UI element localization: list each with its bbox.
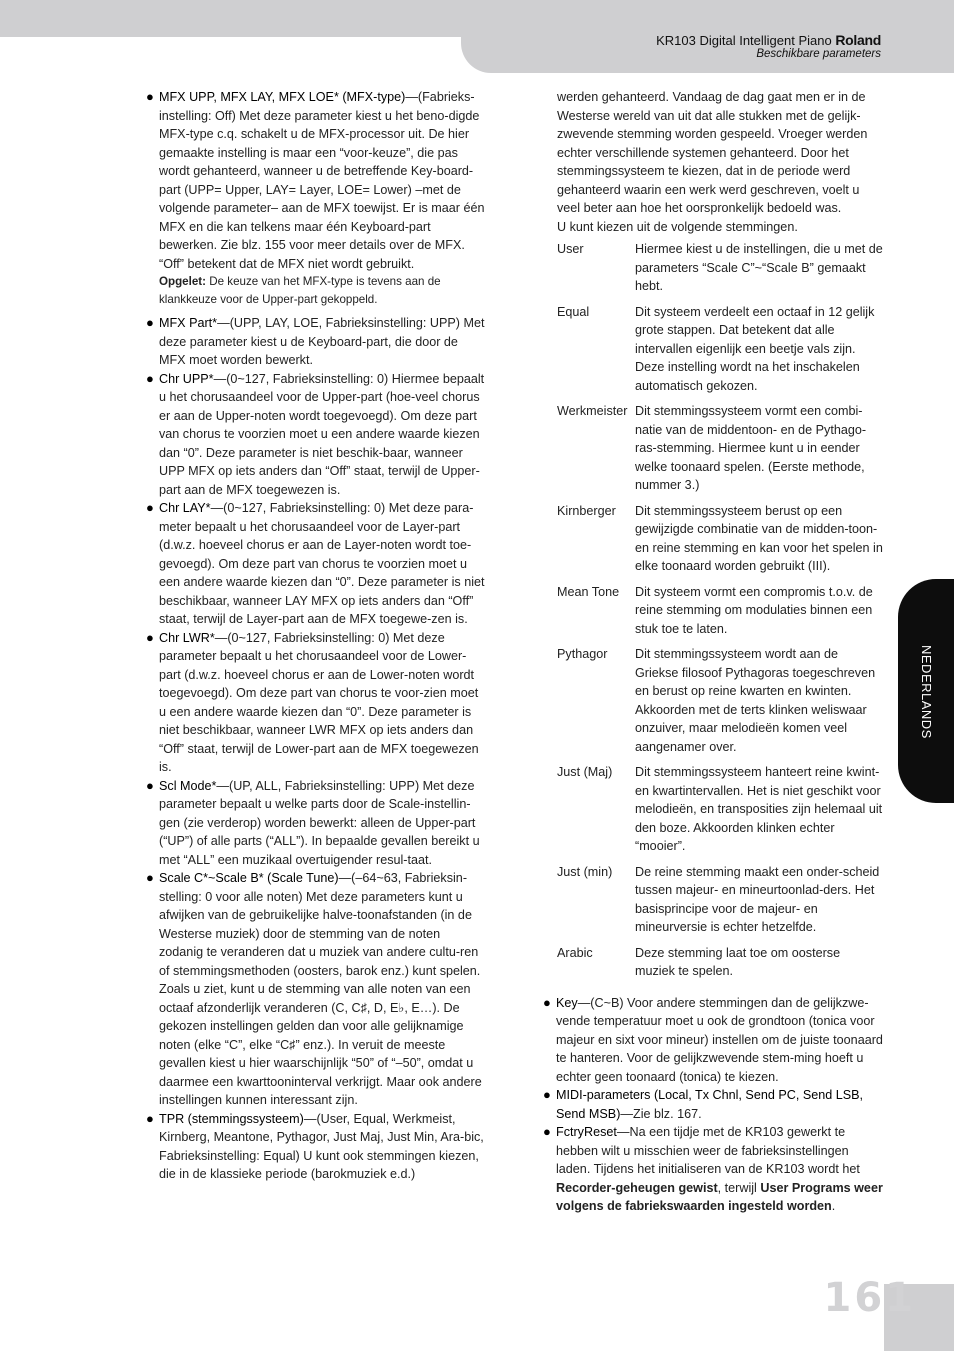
bullet-icon: ● bbox=[543, 994, 551, 1010]
header-product: KR103 Digital Intelligent Piano bbox=[656, 33, 832, 48]
tuning-row bbox=[543, 303, 883, 396]
param-midi bbox=[543, 1086, 883, 1123]
tuning-row bbox=[543, 502, 883, 576]
bullet-icon: ● bbox=[146, 89, 154, 104]
tuning-name: Just (min) bbox=[557, 864, 613, 879]
tuning-row bbox=[543, 402, 883, 495]
tuning-name: Just (Maj) bbox=[557, 765, 613, 779]
param-chr-lay bbox=[146, 499, 486, 629]
param-term: Chr LAY* bbox=[159, 501, 211, 515]
language-tab-label: NEDERLANDS bbox=[919, 645, 934, 739]
param-text: —(Fabrieks-instelling: Off) Met deze parameter kiest u het beno-digde MFX-type c.q. schakelt u de MFX-processor uit. De hier gemaakte instelling is maar een “voor-keuze”, die pas wordt gehanteerd, wanneer u de betreffende Key-board-part (UPP= Upper, LAY= Layer, LOE= Lower) –met de volgende parameter– aan de MFX toewijst. Er is maar één MFX en die kan telkens maar één Keyboard-part bewerken. Zie blz. 155 voor meer details over de MFX. “Off” betekent dat de MFX niet wordt gebruikt. bbox=[159, 90, 485, 271]
note-label: Opgelet: bbox=[159, 275, 207, 288]
bullet-icon: ● bbox=[146, 370, 154, 386]
tuning-desc: Deze stemming laat toe om oosterse muziek te spelen. bbox=[635, 945, 841, 978]
tuning-row bbox=[543, 863, 883, 937]
param-text: , terwijl bbox=[717, 1180, 761, 1195]
param-term: MFX UPP, MFX LAY, MFX LOE* (MFX-type) bbox=[159, 90, 406, 104]
param-term: Chr UPP* bbox=[159, 371, 214, 386]
bullet-icon: ● bbox=[146, 629, 154, 645]
param-term: MFX Part* bbox=[159, 316, 218, 330]
bullet-icon: ● bbox=[146, 315, 154, 330]
param-chr-lwr bbox=[146, 629, 486, 777]
tuning-name: Arabic bbox=[557, 945, 593, 960]
tuning-desc: Dit stemmingssysteem berust op een gewijzigde combinatie van de midden-toon- en reine stemming en kan voor het spelen in elke toonaard worden gebruikt (III). bbox=[635, 503, 883, 573]
header-title bbox=[656, 32, 881, 48]
param-fctry-reset bbox=[543, 1123, 883, 1216]
tuning-name: Pythagor bbox=[557, 647, 608, 661]
note-text: De keuze van het MFX-type is tevens aan de klankkeuze voor de Upper-part gekoppeld. bbox=[159, 275, 441, 306]
param-key bbox=[543, 994, 883, 1087]
param-bold-text: User Programs weer volgens de fabriekswaarden ingesteld worden bbox=[556, 1180, 883, 1213]
param-text: —(0~127, Fabrieksinstelling: 0) Met deze para-meter bepaalt u het chorusaandeel voor de Layer-part (d.w.z. hoeveel chorus er aan de Layer-noten wordt toe-gevoegd). Om deze part van chorus te voorzien moet u een andere waarde kiezen dan “0”. Deze parameter is niet beschikbaar, wanneer LAY MFX op iets anders dan “Off” staat, terwijl de Layer-part aan de MFX toegewe-zen is. bbox=[159, 501, 485, 626]
note bbox=[146, 273, 486, 308]
param-mfx-type bbox=[146, 88, 486, 273]
brand-logo: Roland bbox=[835, 32, 881, 48]
tuning-name: Kirnberger bbox=[557, 503, 616, 518]
param-chr-upp bbox=[146, 370, 486, 500]
bullet-icon: ● bbox=[146, 870, 154, 885]
tuning-desc: Dit stemmingssysteem wordt aan de Griekse filosoof Pythagoras toegeschreven en berust op reine kwarten en kwinten. Akkoorden met de terts klinken weliswaar onzuiver, maar melodieën komen veel aangenamer over. bbox=[635, 647, 876, 754]
param-text: . bbox=[831, 1199, 836, 1213]
param-scl-mode bbox=[146, 777, 486, 870]
tuning-intro: U kunt kiezen uit de volgende stemmingen. bbox=[557, 219, 798, 234]
bullet-icon: ● bbox=[543, 1124, 551, 1139]
tpr-continued: werden gehanteerd. Vandaag de dag gaat men er in de Westerse wereld van uit dat alle stukken met de gelijk-zwevende stemming worden gespeeld. Vroeger werden echter verschillende systemen gehanteerd. Door het stemmingssysteem te kiezen, dat in de periode werd gehanteerd waarin een werk werd geschreven, voelt u veel beter aan hoe het oorspronkelijk bedoeld was. bbox=[557, 90, 868, 215]
tuning-desc: Dit systeem vormt een compromis t.o.v. de reine stemming om modulaties binnen een stuk toe te laten. bbox=[635, 584, 873, 636]
param-bold-text: Recorder-geheugen gewist bbox=[556, 1180, 718, 1195]
param-term: MIDI-parameters (Local, Tx Chnl, Send PC, Send LSB, Send MSB) bbox=[556, 1088, 864, 1121]
tuning-desc: Dit stemmingssysteem hanteert reine kwint- en kwartintervallen. Het is niet geschikt voor melodieën, en transposities zijn helemaal uit den boze. Akkoorden klinken echter “mooier”. bbox=[635, 765, 883, 853]
scale-tune-para2: Zoals u ziet, kunt u de stemming van alle noten van een octaaf afzonderlijk veranderen (C, C♯, D, E♭, E…). De gekozen instellingen gelden dan voor alle gelijknamige noten (elke “C”, elke “C♯” enz.). In veruit de meeste gevallen kiest u hier waarschijnlijk “50” of “–50”, omdat u daarmee een kwarttooninterval verkrijgt. Maar ook andere instellingen kunnen interessant zijn. bbox=[159, 982, 482, 1107]
tuning-row bbox=[543, 763, 883, 856]
param-text: —Na een tijdje met de KR103 gewerkt te hebben wilt u misschien weer de fabrieksinstellingen laden. Tijdens het initialiseren van de KR103 wordt het bbox=[556, 1125, 860, 1176]
bullet-icon: ● bbox=[146, 777, 154, 793]
right-column bbox=[543, 88, 883, 1216]
tuning-desc: De reine stemming maakt een onder-scheid tussen majeur- en mineurtoonlad-ders. Het basisprincipe voor de majeur- en mineurversie is echter hetzelfde. bbox=[635, 864, 880, 934]
param-text: —(User, Equal, Werkmeist, Kirnberg, Meantone, Pythagor, Just Maj, Just Min, Ara-bic, Fabrieksinstelling: Equal) U kunt ook stemmingen kiezen, die in de klassieke periode (barokmuziek e.d.) bbox=[159, 1111, 484, 1181]
bullet-icon: ● bbox=[146, 1110, 154, 1126]
tuning-desc: Dit stemmingssysteem vormt een combi-natie van de middentoon- en de Pythago-ras-stemming. Hiermee kunt u in eender welke toonaard spelen. (Eerste methode, nummer 3.) bbox=[635, 404, 867, 492]
tuning-desc: Hiermee kiest u de instellingen, die u met de parameters “Scale C”~“Scale B” gemaakt hebt. bbox=[635, 242, 883, 293]
param-text: —(0~127, Fabrieksinstelling: 0) Met deze parameter bepaalt u het chorusaandeel voor de Lower-part (d.w.z. hoeveel chorus er aan de Lower-noten wordt toegevoegd). Om deze part van chorus te voor-zien moet u een andere waarde kiezen dan “0”. Deze parameter is niet beschikbaar, wanneer LWR MFX op iets anders dan “Off” staat, terwijl de Lower-part aan de MFX toegewezen is. bbox=[159, 630, 479, 774]
param-term: Chr LWR* bbox=[159, 630, 215, 645]
tuning-name: Werkmeister bbox=[557, 404, 628, 418]
param-term: Key bbox=[556, 995, 578, 1010]
param-term: Scl Mode* bbox=[159, 778, 217, 793]
tuning-name: User bbox=[557, 242, 584, 256]
param-text: —(UPP, LAY, LOE, Fabrieksinstelling: UPP) Met deze parameter kiest u de Keyboard-part, die door de MFX moet worden bewerkt. bbox=[159, 316, 485, 367]
param-scale-tune bbox=[146, 869, 486, 980]
param-mfx-part bbox=[146, 314, 486, 370]
bullet-icon: ● bbox=[146, 500, 154, 515]
param-term: TPR (stemmingssysteem) bbox=[159, 1111, 304, 1126]
tuning-row bbox=[543, 240, 883, 296]
tuning-row bbox=[543, 944, 883, 981]
page-number: 161 bbox=[823, 1275, 916, 1321]
param-term: FctryReset bbox=[556, 1125, 617, 1139]
language-tab bbox=[898, 579, 954, 803]
tuning-row bbox=[543, 645, 883, 756]
param-text: —(C~B) Voor andere stemmingen dan de gelijkzwe-vende temperatuur moet u ook de grondtoon (tonica voor majeur en sixt voor mineur) instellen om de juiste toonaard te hanteren. Voor de gelijkzwevende stem-ming hoeft u echter geen toonaard (tonica) te kiezen. bbox=[556, 995, 883, 1084]
param-text: —(–64~63, Fabrieksin-stelling: 0 voor alle noten) Met deze parameters kunt u afwijken van de gebruikelijke halve-toonafstanden (in de Westerse muziek) door de stemming van de noten zodanig te veranderen dat u muziek van andere cultu-ren of stemmingsmethoden (oosters, barok enz.) kunt spelen. bbox=[159, 871, 481, 978]
tuning-table bbox=[543, 240, 883, 981]
tuning-name: Equal bbox=[557, 304, 590, 319]
param-tpr bbox=[146, 1110, 486, 1184]
tuning-name: Mean Tone bbox=[557, 584, 620, 599]
param-text: —Zie blz. 167. bbox=[620, 1106, 702, 1121]
param-text: —(UP, ALL, Fabrieksinstelling: UPP) Met deze parameter bepaalt u welke parts door de Scale-instellin-gen (zie verderop) worden bewerkt: alleen de Upper-part (“UP”) of alle parts (“ALL”). In bepaalde gevallen bereikt u met “ALL” een muzikaal overtuigender resul-taat. bbox=[159, 778, 480, 867]
header-subtitle: Beschikbare parameters bbox=[756, 48, 881, 60]
tuning-row bbox=[543, 583, 883, 639]
param-text: —(0~127, Fabrieksinstelling: 0) Hiermee bepaalt u het chorusaandeel voor de Upper-part (hoe-veel chorus er aan de Upper-noten wordt toegevoegd). Om deze part van chorus te voorzien moet u een andere waarde kiezen dan “0”. Deze parameter is niet beschik-baar, wanneer UPP MFX op iets anders dan “Off” staat, terwijl de Upper-part aan de MFX toegewezen is. bbox=[159, 371, 485, 497]
left-column bbox=[146, 88, 486, 1184]
bullet-icon: ● bbox=[543, 1087, 551, 1102]
param-term: Scale C*~Scale B* (Scale Tune) bbox=[159, 871, 339, 885]
tuning-desc: Dit systeem verdeelt een octaaf in 12 gelijk grote stappen. Dat betekent dat alle intervallen eigenlijk een beetje vals zijn. Deze instelling wordt na het inschakelen automatisch gekozen. bbox=[635, 304, 875, 393]
